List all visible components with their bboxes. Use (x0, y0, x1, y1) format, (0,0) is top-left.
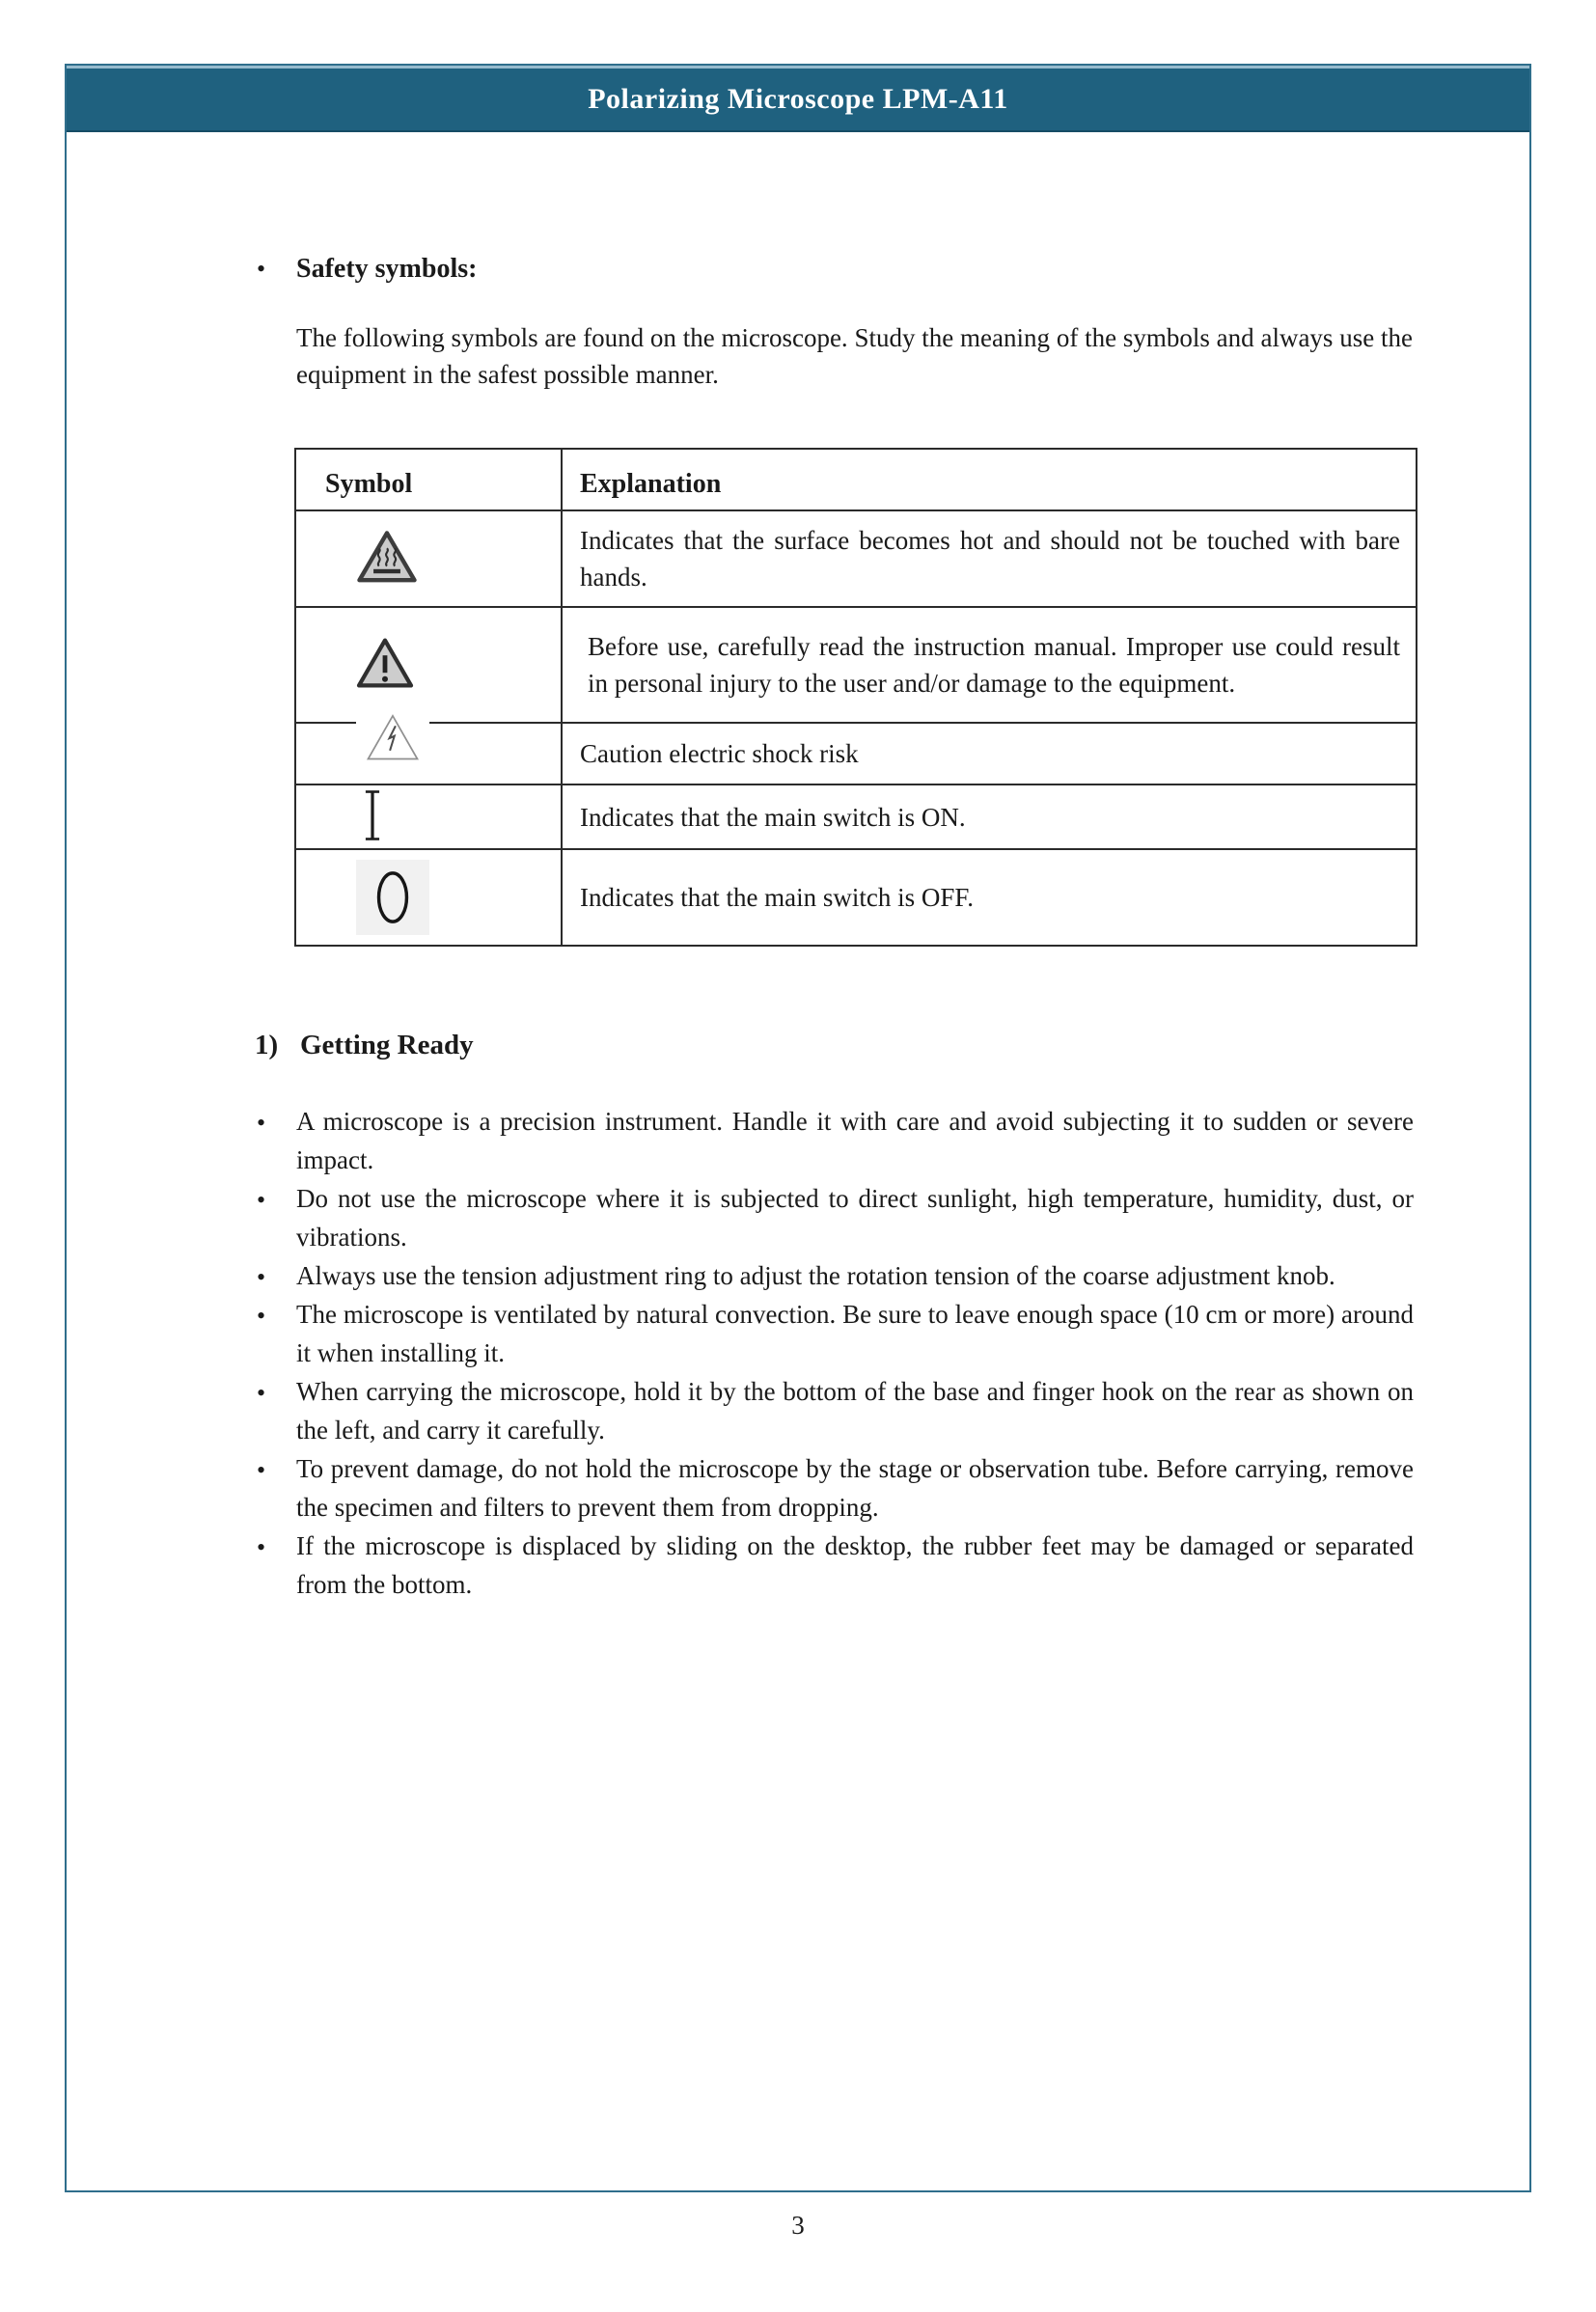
list-item-text: Do not use the microscope where it is subjected to direct sunlight, high temperature, humidity, dust, or vibrations. (296, 1184, 1414, 1252)
switch-on-icon (356, 785, 389, 845)
switch-off-icon (356, 860, 429, 935)
bullet-icon: • (257, 1263, 266, 1291)
page-number: 3 (791, 2211, 805, 2240)
explanation-cell: Before use, carefully read the instruction manual. Improper use could result in personal injury to the user and/or damage to the equipment. (562, 607, 1417, 723)
column-header-symbol: Symbol (295, 449, 562, 510)
safety-intro-paragraph: The following symbols are found on the microscope. Study the meaning of the symbols and always use the equipment in the safest possible manner. (296, 323, 1413, 389)
table-header-row (295, 449, 1417, 510)
warning-icon (356, 636, 414, 690)
section-title: Getting Ready (300, 1030, 474, 1060)
symbols-table-body (295, 510, 1417, 946)
table-row (295, 723, 1417, 784)
table-row (295, 607, 1417, 723)
list-item (255, 1527, 1414, 1604)
list-item (255, 1102, 1414, 1179)
symbol-cell (295, 784, 562, 849)
explanation-cell: Caution electric shock risk (562, 723, 1417, 784)
bullet-icon: • (257, 1533, 266, 1561)
symbol-cell (295, 510, 562, 607)
page-content (67, 254, 1529, 2312)
bullet-icon: • (257, 1186, 266, 1214)
safety-symbols-table (294, 448, 1417, 947)
table-row (295, 784, 1417, 849)
explanation-cell: Indicates that the main switch is OFF. (562, 849, 1417, 946)
electric-shock-icon (356, 710, 429, 763)
explanation-cell: Indicates that the main switch is ON. (562, 784, 1417, 849)
page-frame (65, 64, 1531, 2240)
list-item-text: A microscope is a precision instrument. Handle it with care and avoid subjecting it to sudden or severe impact. (296, 1107, 1414, 1174)
list-item-text: When carrying the microscope, hold it by the bottom of the base and finger hook on the rear as shown on the left, and carry it carefully. (296, 1377, 1414, 1445)
bullet-icon: • (257, 1302, 266, 1330)
list-item (255, 1256, 1414, 1295)
list-item (255, 1179, 1414, 1256)
symbol-cell (295, 849, 562, 946)
table-row (295, 849, 1417, 946)
page-title: Polarizing Microscope LPM-A11 (588, 82, 1008, 115)
list-item (255, 1372, 1414, 1449)
symbol-cell (295, 607, 562, 723)
hot-surface-icon (356, 529, 418, 584)
section-number: 1) (255, 1030, 279, 1060)
column-header-explanation: Explanation (562, 449, 1417, 510)
safety-symbols-heading: Safety symbols: (296, 254, 478, 284)
bullet-icon: • (257, 255, 266, 283)
list-item (255, 1449, 1414, 1527)
bullet-icon: • (257, 1456, 266, 1484)
list-item-text: To prevent damage, do not hold the microscope by the stage or observation tube. Before carrying, remove the specimen and filters to prevent them from dropping. (296, 1454, 1414, 1522)
list-item-text: Always use the tension adjustment ring to adjust the rotation tension of the coarse adjustment knob. (296, 1261, 1335, 1290)
list-item-text: The microscope is ventilated by natural convection. Be sure to leave enough space (10 cm or more) around it when installing it. (296, 1300, 1414, 1367)
explanation-cell: Indicates that the surface becomes hot and should not be touched with bare hands. (562, 510, 1417, 607)
header-bar (67, 66, 1529, 132)
safety-symbols-section-heading (255, 254, 1414, 285)
symbol-cell (295, 723, 562, 784)
bullet-icon: • (257, 1109, 266, 1137)
getting-ready-list (255, 1102, 1414, 1604)
bullet-icon: • (257, 1379, 266, 1407)
getting-ready-heading (255, 1030, 1414, 1061)
list-item-text: If the microscope is displaced by sliding on the desktop, the rubber feet may be damaged or separated from the bottom. (296, 1531, 1414, 1599)
table-row (295, 510, 1417, 607)
list-item (255, 1295, 1414, 1372)
